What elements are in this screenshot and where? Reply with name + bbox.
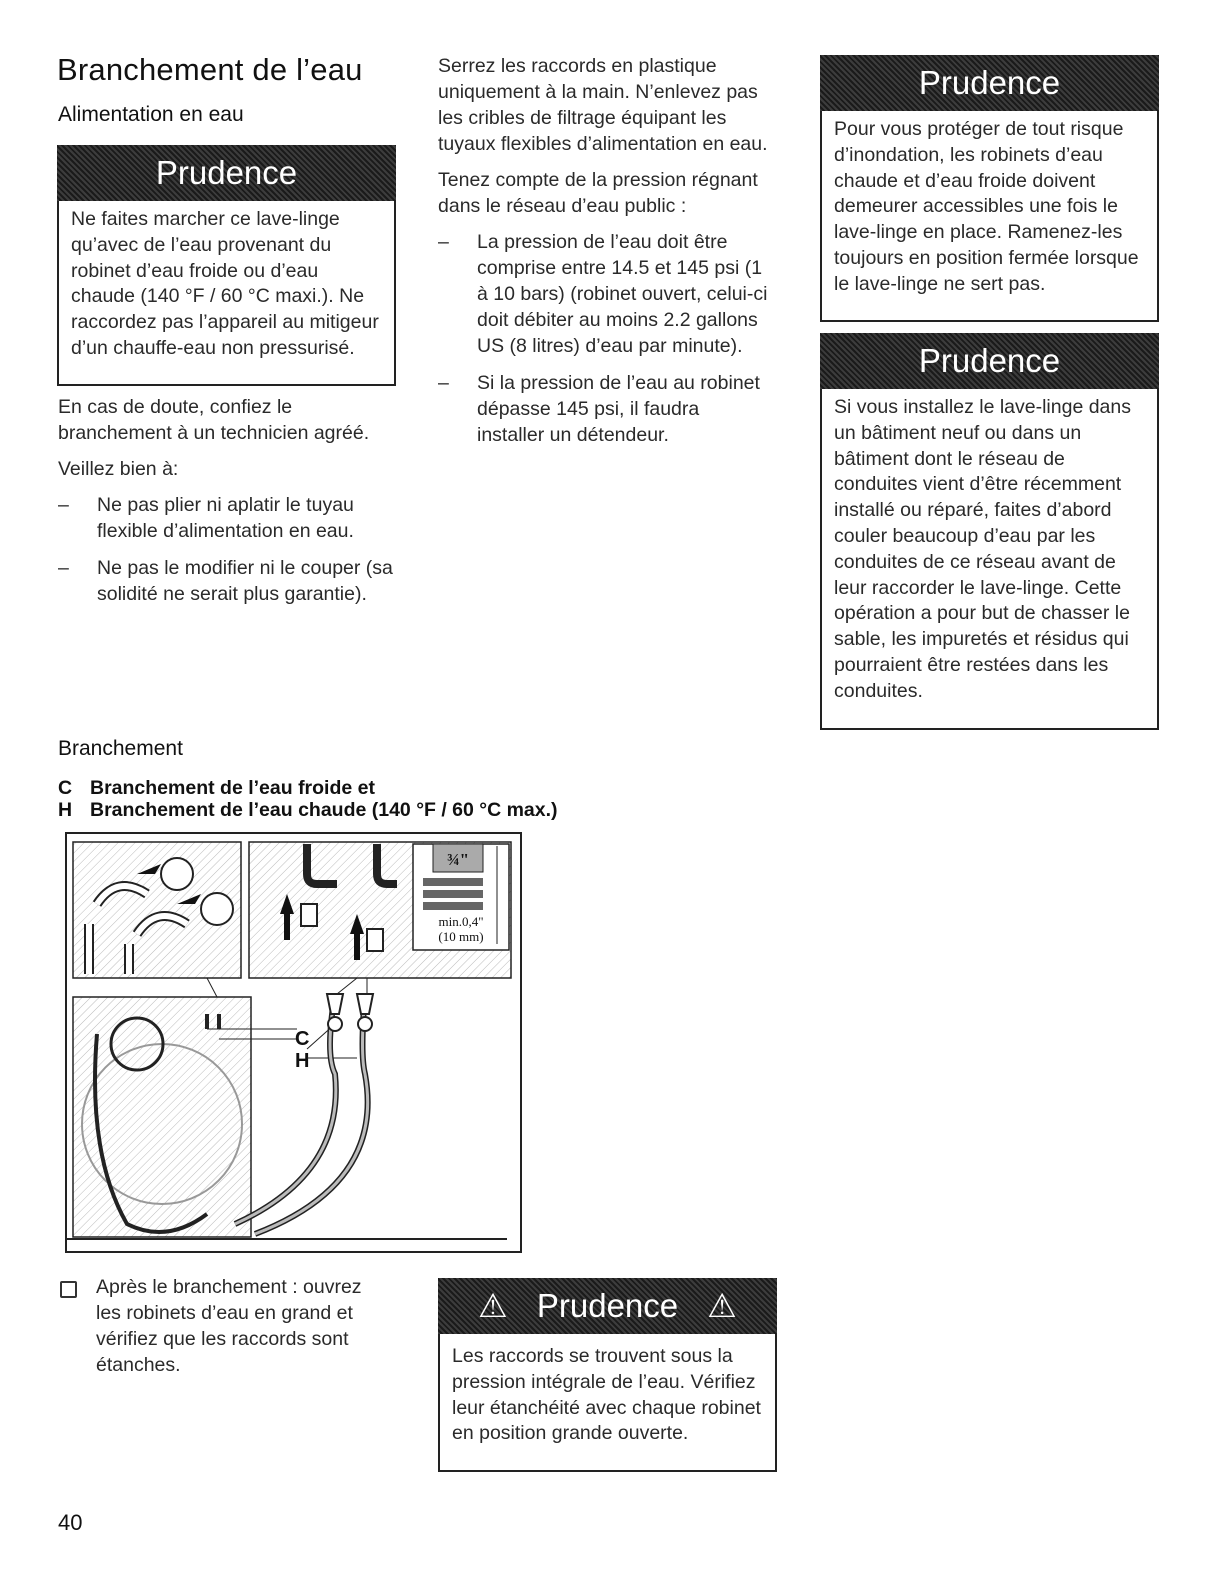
checklist-box-icon (60, 1281, 77, 1298)
branchement-heading: Branchement (58, 737, 183, 760)
warning-box-water-source (57, 145, 396, 386)
hose-instructions-list (58, 492, 393, 607)
cold-label-c: C (295, 1028, 310, 1050)
valve-closeup-inset (73, 842, 241, 978)
page-number: 40 (58, 1510, 83, 1535)
warning-text: Si vous installez le lave-linge dans un bâtiment neuf ou dans un bâtiment dont le réseau de conduites vient d’être récemment installé ou réparé, faites d’abord couler beaucoup d’eau par les conduites de ce réseau avant de leur raccorder le lave-linge. Cette opération a pour but de chasser le sable, les impuretés et résidus qui pourraient être restées dans les conduites. (834, 396, 1131, 702)
min-length-label: min.0,4" (438, 914, 484, 929)
warning-box-flood (820, 55, 1159, 322)
page-title: Branchement de l’eau (57, 52, 363, 87)
warning-triangle-icon: ⚠ (707, 1287, 737, 1324)
warning-heading: Prudence (57, 145, 396, 201)
cold-water-line: C Branchement de l’eau froide et (58, 777, 375, 799)
warning-box-pressure (438, 1278, 777, 1472)
after-connection-text: Après le branchement : ouvrez les robinets d’eau en grand et vérifiez que les raccords sont étanches. (96, 1276, 362, 1376)
list-item: – Ne pas plier ni aplatir le tuyau flexible d’alimentation en eau. (58, 494, 354, 542)
hot-label-h: H (295, 1050, 310, 1072)
warning-text: Ne faites marcher ce lave-linge qu’avec de l’eau provenant du robinet d’eau froide ou d’eau chaude (140 °F / 60 °C maxi.). Ne raccordez pas l’appareil au mitigeur d’un chauffe-eau non pressurisé. (71, 208, 379, 359)
thread-size-label: ¾" (446, 850, 470, 869)
warning-box-new-building (820, 333, 1159, 730)
connection-diagram (67, 834, 520, 1251)
connection-illustration (65, 832, 522, 1253)
warning-text: Les raccords se trouvent sous la pression intégrale de l’eau. Vérifiez leur étanchéité avec chaque robinet en position grande ouverte. (452, 1345, 761, 1445)
pressure-list (438, 229, 768, 448)
faucet-closeup-inset (249, 842, 511, 978)
warning-heading: ⚠ Prudence ⚠ (438, 1278, 777, 1334)
plastic-fittings-paragraph: Serrez les raccords en plastique uniquement à la main. N’enlevez pas les cribles de filtrage équipant les tuyaux flexibles d’alimentation en eau. (438, 55, 768, 155)
section-subtitle: Alimentation en eau (58, 103, 244, 126)
column-1-text (58, 394, 393, 618)
warning-text: Pour vous protéger de tout risque d’inondation, les robinets d’eau chaude et d’eau froide doivent demeurer accessibles une fois le lave-linge en place. Ramenez-les toujours en position fermée lorsque le lave-linge ne sert pas. (834, 118, 1139, 295)
list-item: – Si la pression de l’eau au robinet dépasse 145 psi, il faudra installer un détendeur. (438, 372, 760, 446)
list-item: – Ne pas le modifier ni le couper (sa solidité ne serait plus garantie). (58, 557, 393, 605)
pressure-paragraph: Tenez compte de la pression régnant dans le réseau d’eau public : (438, 169, 758, 217)
warning-heading: Prudence (820, 333, 1159, 389)
warning-triangle-icon: ⚠ (478, 1287, 508, 1324)
doubt-paragraph: En cas de doute, confiez le branchement à un technicien agréé. (58, 396, 370, 444)
mm-length-label: (10 mm) (438, 929, 484, 944)
warning-heading: Prudence (820, 55, 1159, 111)
veillez-paragraph: Veillez bien à: (58, 458, 179, 480)
list-item: – La pression de l’eau doit être comprise entre 14.5 et 145 psi (1 à 10 bars) (robinet ouvert, celui-ci doit débiter au moins 2.2 gallons US (8 litres) d’eau par minute). (438, 231, 768, 357)
hot-water-line: H Branchement de l’eau chaude (140 °F / 60 °C max.) (58, 799, 558, 821)
column-2-text (438, 53, 768, 459)
machine-back-view (67, 978, 507, 1239)
